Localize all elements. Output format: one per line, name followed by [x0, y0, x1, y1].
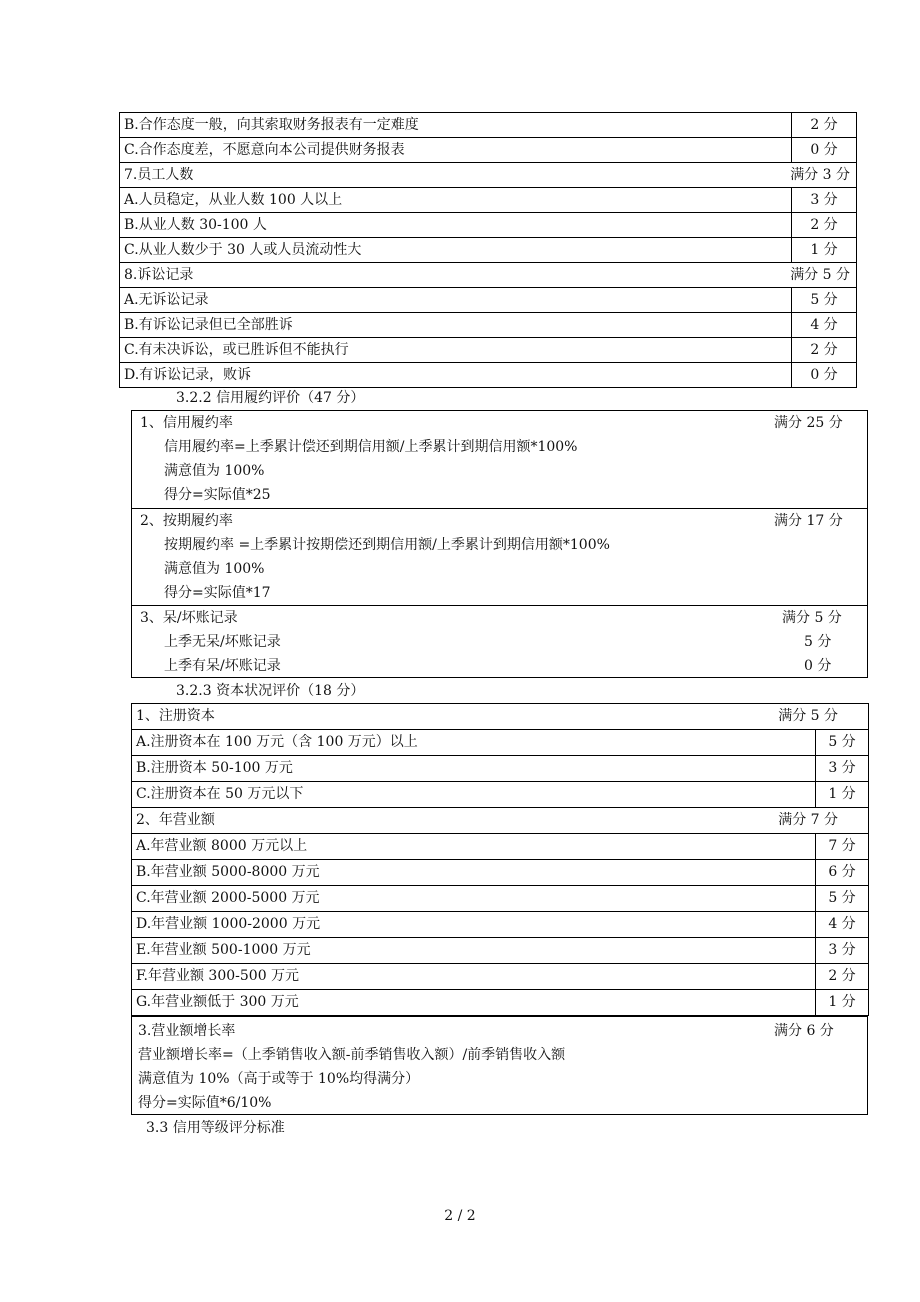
table-row — [132, 912, 869, 938]
table-row — [132, 756, 869, 782]
table-row — [132, 964, 869, 990]
bad-debt-section — [132, 605, 867, 679]
criterion-header-row — [120, 163, 857, 188]
growth-box — [131, 1016, 868, 1115]
bad-debt-title: 3、呆/坏账记录 — [140, 610, 238, 626]
ontime-formula: 按期履约率 =上季累计按期偿还到期信用额/上季累计到期信用额*100% — [164, 537, 610, 553]
criterion-header-row — [120, 263, 857, 288]
item-score: 2 分 — [792, 338, 857, 363]
criterion-title: 2、年营业额 — [136, 812, 215, 828]
credit-ontime-section — [132, 508, 867, 606]
growth-formula: 营业额增长率=（上季销售收入额-前季销售收入额）/前季销售收入额 — [138, 1047, 566, 1063]
bad-debt-has-score: 0 分 — [804, 658, 832, 674]
item-score: 2 分 — [792, 213, 857, 238]
table-row — [132, 938, 869, 964]
table-row — [120, 363, 857, 388]
table-row — [132, 782, 869, 808]
capital-table — [131, 703, 869, 1016]
item-label: C.年营业额 2000-5000 万元 — [132, 886, 816, 912]
bad-debt-total: 满分 5 分 — [782, 610, 842, 626]
criterion-title: 8.诉讼记录 — [124, 267, 194, 283]
annual-revenue-header — [132, 808, 869, 834]
item-score: 3 分 — [792, 188, 857, 213]
item-label: B.有诉讼记录但已全部胜诉 — [120, 313, 792, 338]
bad-debt-has: 上季有呆/坏账记录 — [164, 658, 281, 674]
item-label: E.年营业额 500-1000 万元 — [132, 938, 816, 964]
item-score: 3 分 — [816, 756, 869, 782]
bad-debt-none: 上季无呆/坏账记录 — [164, 634, 281, 650]
item-score: 5 分 — [816, 886, 869, 912]
table-row — [120, 113, 857, 138]
table-row — [120, 188, 857, 213]
table-row — [120, 138, 857, 163]
registered-capital-header — [132, 704, 869, 730]
item-label: G.年营业额低于 300 万元 — [132, 990, 816, 1016]
item-label: B.合作态度一般，向其索取财务报表有一定难度 — [120, 113, 792, 138]
criterion-header — [120, 163, 857, 188]
item-score: 2 分 — [792, 113, 857, 138]
growth-score: 得分=实际值*6/10% — [138, 1095, 272, 1111]
table-row — [120, 213, 857, 238]
item-label: C.从业人数少于 30 人或人员流动性大 — [120, 238, 792, 263]
table-row — [132, 990, 869, 1016]
ontime-score: 得分=实际值*17 — [164, 585, 271, 601]
item-label: F.年营业额 300-500 万元 — [132, 964, 816, 990]
item-label: C.注册资本在 50 万元以下 — [132, 782, 816, 808]
item-label: C.合作态度差，不愿意向本公司提供财务报表 — [120, 138, 792, 163]
bad-debt-none-score: 5 分 — [804, 634, 832, 650]
item-score: 0 分 — [792, 363, 857, 388]
item-score: 1 分 — [792, 238, 857, 263]
item-label: A.注册资本在 100 万元（含 100 万元）以上 — [132, 730, 816, 756]
item-score: 2 分 — [816, 964, 869, 990]
criterion-header — [120, 263, 857, 288]
page-number: 2 / 2 — [444, 1208, 476, 1224]
growth-total: 满分 6 分 — [774, 1023, 834, 1039]
table-row — [132, 886, 869, 912]
table-row — [120, 288, 857, 313]
table-row — [132, 834, 869, 860]
item-score: 4 分 — [816, 912, 869, 938]
credit-rate-section — [132, 411, 867, 508]
section-heading-33: 3.3 信用等级评分标准 — [146, 1120, 285, 1136]
table-row — [120, 338, 857, 363]
item-label: A.人员稳定，从业人数 100 人以上 — [120, 188, 792, 213]
ontime-satisfy: 满意值为 100% — [164, 561, 265, 577]
item-label: C.有未决诉讼，或已胜诉但不能执行 — [120, 338, 792, 363]
credit-rate-satisfy: 满意值为 100% — [164, 463, 265, 479]
item-score: 1 分 — [816, 990, 869, 1016]
item-score: 7 分 — [816, 834, 869, 860]
growth-title: 3.营业额增长率 — [138, 1023, 236, 1039]
item-score: 4 分 — [792, 313, 857, 338]
item-score: 5 分 — [792, 288, 857, 313]
credit-rate-score: 得分=实际值*25 — [164, 487, 271, 503]
item-label: B.年营业额 5000-8000 万元 — [132, 860, 816, 886]
credit-performance-box — [131, 410, 868, 678]
criterion-header — [132, 808, 869, 834]
credit-rate-formula: 信用履约率=上季累计偿还到期信用额/上季累计到期信用额*100% — [164, 439, 578, 455]
item-score: 3 分 — [816, 938, 869, 964]
table-row — [120, 238, 857, 263]
item-label: D.有诉讼记录，败诉 — [120, 363, 792, 388]
ontime-title: 2、按期履约率 — [140, 513, 233, 529]
item-score: 1 分 — [816, 782, 869, 808]
criterion-total: 满分 5 分 — [778, 708, 839, 724]
item-score: 5 分 — [816, 730, 869, 756]
item-label: B.从业人数 30-100 人 — [120, 213, 792, 238]
item-label: A.无诉讼记录 — [120, 288, 792, 313]
section-heading-322: 3.2.2 信用履约评价（47 分） — [176, 390, 365, 406]
criterion-title: 7.员工人数 — [124, 167, 194, 183]
criterion-title: 1、注册资本 — [136, 708, 215, 724]
section-heading-323: 3.2.3 资本状况评价（18 分） — [176, 683, 365, 699]
item-label: B.注册资本 50-100 万元 — [132, 756, 816, 782]
criterion-total: 满分 3 分 — [790, 167, 850, 183]
item-score: 6 分 — [816, 860, 869, 886]
credit-rate-total: 满分 25 分 — [774, 415, 843, 431]
table-row — [132, 730, 869, 756]
criterion-header — [132, 704, 869, 730]
item-score: 0 分 — [792, 138, 857, 163]
item-label: A.年营业额 8000 万元以上 — [132, 834, 816, 860]
item-label: D.年营业额 1000-2000 万元 — [132, 912, 816, 938]
credit-rate-title: 1、信用履约率 — [140, 415, 233, 431]
ontime-total: 满分 17 分 — [774, 513, 843, 529]
table-row — [120, 313, 857, 338]
table-row — [132, 860, 869, 886]
criterion-total: 满分 5 分 — [790, 267, 850, 283]
criterion-total: 满分 7 分 — [778, 812, 839, 828]
scoring-table-top — [119, 112, 857, 388]
growth-satisfy: 满意值为 10%（高于或等于 10%均得满分） — [138, 1071, 420, 1087]
